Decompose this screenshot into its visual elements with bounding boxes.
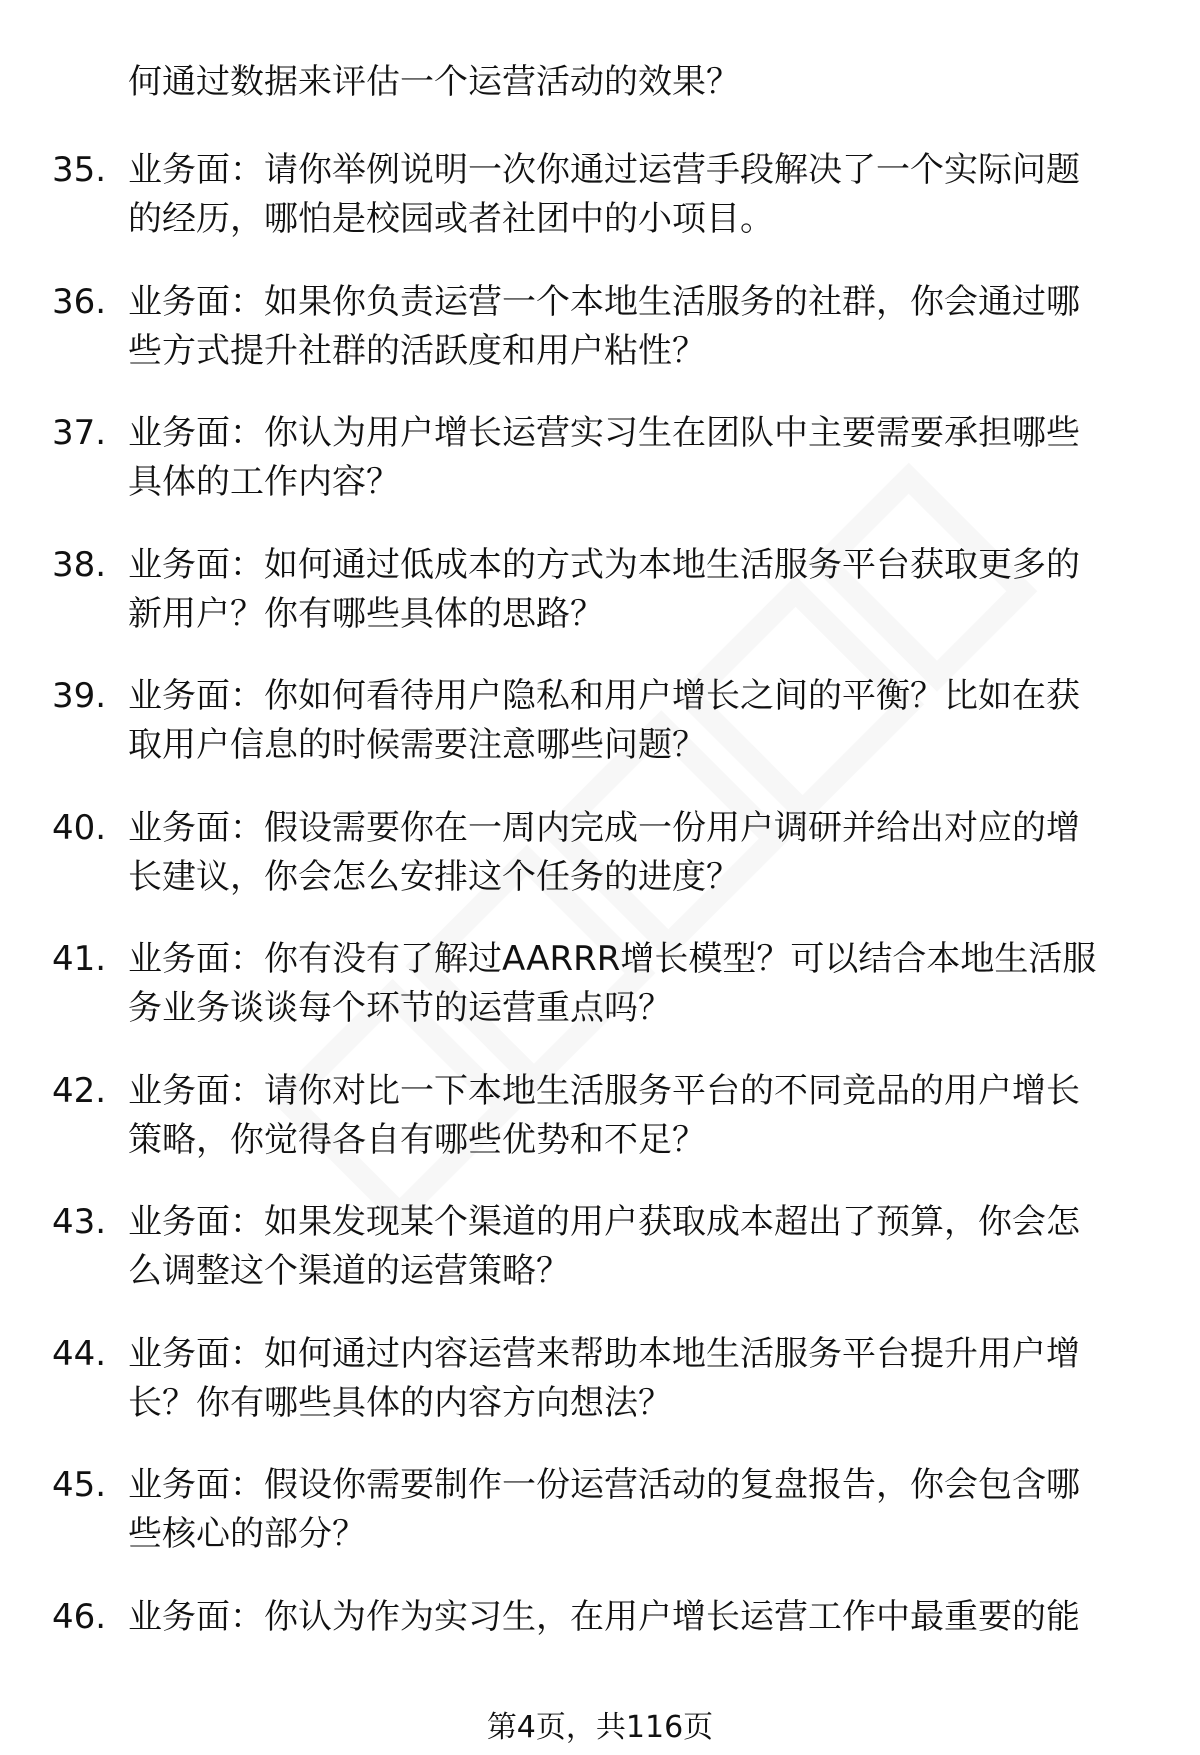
question-number: 39. (52, 676, 107, 716)
question-item (0, 409, 1200, 541)
question-item (0, 278, 1200, 410)
question-number: 36. (52, 281, 107, 322)
question-text: 业务面：如何通过内容运营来帮助本地生活服务平台提升用户增 长？你有哪些具体的内容方向想法？ (128, 1333, 1080, 1423)
question-item (0, 1593, 1200, 1725)
question-item (0, 672, 1200, 804)
question-item (0, 1461, 1200, 1593)
question-number: 38. (52, 544, 107, 585)
question-text: 业务面：请你对比一下本地生活服务平台的不同竞品的用户增长 策略，你觉得各自有哪些优势和不足？ (128, 1070, 1080, 1160)
question-text: 业务面：假设需要你在一周内完成一份用户调研并给出对应的增 长建议，你会怎么安排这个任务的进度？ (128, 807, 1080, 897)
question-item (0, 1198, 1200, 1330)
question-number: 42. (52, 1070, 107, 1111)
question-item (0, 541, 1200, 673)
question-text: 业务面：你有没有了解过AARRR增长模型？可以结合本地生活服 务业务谈谈每个环节的运营重点吗？ (128, 939, 1097, 1028)
question-text: 业务面：假设你需要制作一份运营活动的复盘报告，你会包含哪 些核心的部分？ (128, 1465, 1080, 1554)
question-item (0, 146, 1200, 278)
question-text: 业务面：如何通过低成本的方式为本地生活服务平台获取更多的 新用户？你有哪些具体的思路？ (128, 544, 1080, 634)
question-number: 35. (52, 150, 107, 190)
question-text: 业务面：如果你负责运营一个本地生活服务的社群，你会通过哪 些方式提升社群的活跃度和用户粘性？ (128, 281, 1080, 371)
question-number: 44. (52, 1333, 107, 1374)
question-text: 业务面：你如何看待用户隐私和用户增长之间的平衡？比如在获 取用户信息的时候需要注意哪些问题？ (128, 676, 1080, 765)
continuation-line: 何通过数据来评估一个运营活动的效果？ (128, 62, 740, 102)
question-item (0, 1067, 1200, 1199)
question-item (0, 935, 1200, 1067)
question-item (0, 804, 1200, 936)
question-text: 业务面：如果发现某个渠道的用户获取成本超出了预算，你会怎 么调整这个渠道的运营策略？ (128, 1202, 1080, 1291)
page-footer: 第4页，共116页 (486, 1710, 714, 1745)
question-number: 41. (52, 939, 107, 979)
question-number: 45. (52, 1465, 107, 1505)
question-number: 40. (52, 807, 107, 848)
question-text: 业务面：请你举例说明一次你通过运营手段解决了一个实际问题 的经历，哪怕是校园或者社团中的小项目。 (128, 150, 1080, 239)
question-item (0, 1330, 1200, 1462)
question-text: 业务面：你认为用户增长运营实习生在团队中主要需要承担哪些 具体的工作内容？ (128, 413, 1080, 502)
question-list (0, 146, 1200, 1724)
question-number: 43. (52, 1202, 107, 1242)
question-number: 37. (52, 413, 107, 453)
question-text: 业务面：你认为作为实习生，在用户增长运营工作中最重要的能 (128, 1596, 1080, 1637)
question-number: 46. (52, 1596, 107, 1637)
